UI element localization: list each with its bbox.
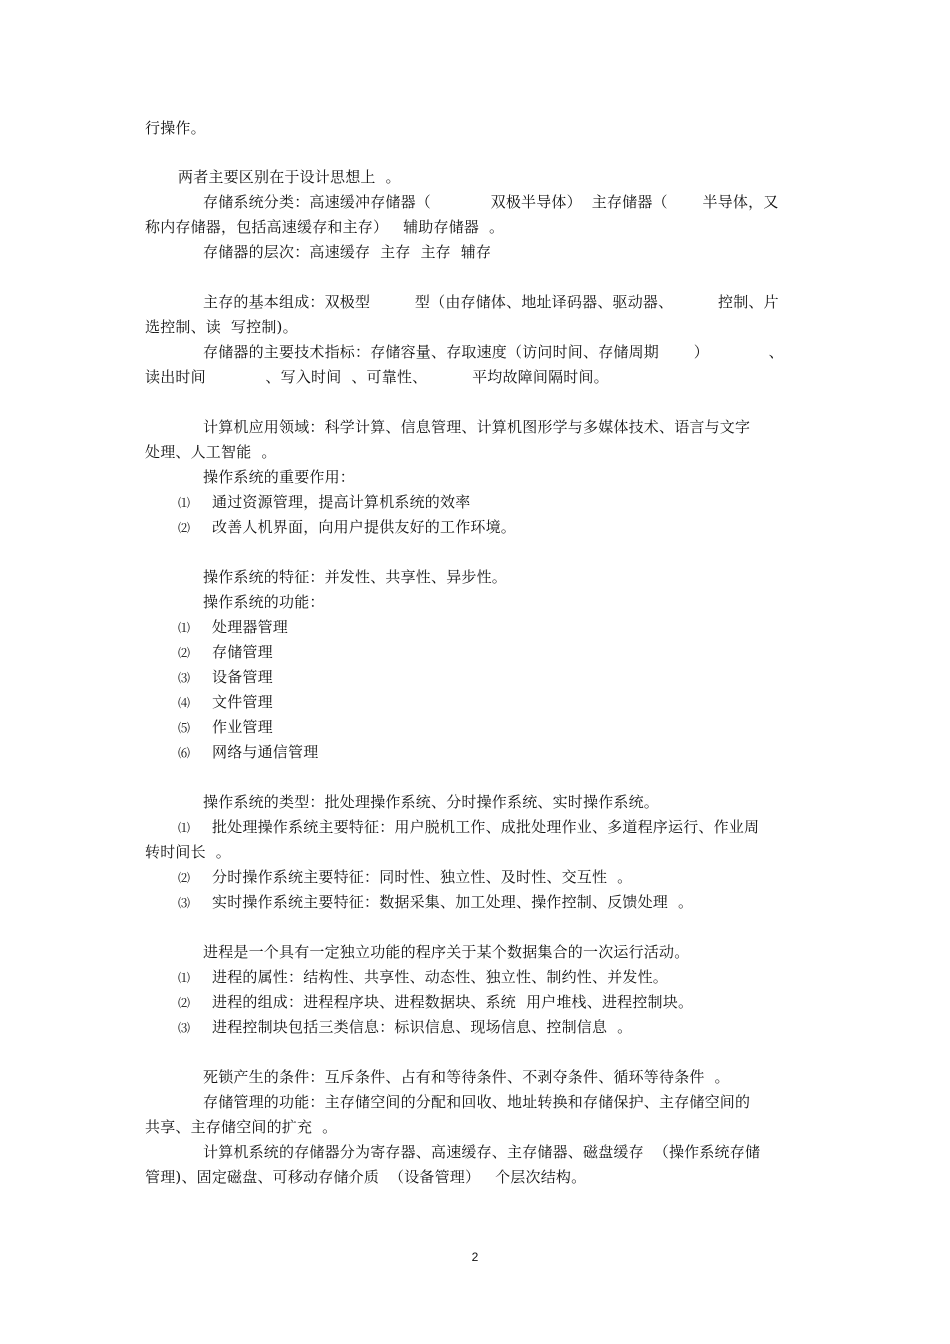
list-item (178, 617, 288, 638)
list-item (178, 492, 470, 513)
list-item-text: 网络与通信管理 (212, 743, 319, 761)
list-item-text: 存储管理 (212, 643, 273, 661)
text-line: 操作系统的重要作用： (203, 468, 356, 486)
list-item-text: 设备管理 (212, 668, 273, 686)
list-marker: ⑸ (178, 721, 191, 735)
list-marker: ⑴ (178, 821, 191, 835)
text-line: 转时间长 。 (145, 843, 231, 861)
list-item (178, 867, 632, 888)
list-item (178, 642, 273, 663)
text-line: 两者主要区别在于设计思想上 。 (178, 168, 401, 186)
text-line: 处理、人工智能 。 (145, 443, 277, 461)
list-marker: ⑴ (178, 496, 191, 510)
list-marker: ⑴ (178, 971, 191, 985)
list-item-text: 进程控制块包括三类信息：标识信息、现场信息、控制信息 。 (212, 1018, 633, 1036)
text-line: 操作系统的功能： (203, 593, 325, 611)
list-marker: ⑶ (178, 1021, 191, 1035)
text-line: 共享、主存储空间的扩充 。 (145, 1118, 338, 1136)
text-line: 操作系统的类型：批处理操作系统、分时操作系统、实时操作系统。 (203, 793, 660, 811)
list-item (178, 667, 273, 688)
list-item-text: 分时操作系统主要特征：同时性、独立性、及时性、交互性 。 (212, 868, 633, 886)
text-line: 称内存储器，包括高速缓存和主存） 辅助存储器 。 (145, 218, 505, 236)
list-item (178, 1017, 632, 1038)
list-item (178, 892, 693, 913)
list-item-text: 改善人机界面，向用户提供友好的工作环境。 (212, 518, 517, 536)
list-item-text: 进程的属性：结构性、共享性、动态性、独立性、制约性、并发性。 (212, 968, 669, 986)
list-item (178, 992, 693, 1013)
page-number: 2 (471, 1250, 479, 1264)
list-item (178, 517, 516, 538)
list-marker: ⑴ (178, 621, 191, 635)
list-item-text: 通过资源管理，提高计算机系统的效率 (212, 493, 471, 511)
text-line: 操作系统的特征：并发性、共享性、异步性。 (203, 568, 508, 586)
list-item-text: 处理器管理 (212, 618, 289, 636)
list-marker: ⑵ (178, 521, 191, 535)
text-line: 选控制、读 写控制)。 (145, 318, 298, 336)
text-line: 读出时间 、写入时间 、可靠性、 平均故障间隔时间。 (145, 368, 609, 386)
text-line: 进程是一个具有一定独立功能的程序关于某个数据集合的一次运行活动。 (203, 943, 690, 961)
list-item-text: 进程的组成：进程程序块、进程数据块、系统 用户堆栈、进程控制块。 (212, 993, 694, 1011)
text-line: 存储器的主要技术指标：存储容量、存取速度（访问时间、存储周期 ） 、 (203, 343, 784, 361)
list-item-text: 实时操作系统主要特征：数据采集、加工处理、操作控制、反馈处理 。 (212, 893, 694, 911)
text-line: 主存的基本组成：双极型 型（由存储体、地址译码器、驱动器、 控制、片 (203, 293, 779, 311)
text-line: 计算机系统的存储器分为寄存器、高速缓存、主存储器、磁盘缓存 （操作系统存储 (203, 1143, 761, 1161)
list-marker: ⑶ (178, 671, 191, 685)
text-line: 存储器的层次：高速缓存 主存 主存 辅存 (203, 243, 492, 261)
list-item-text: 作业管理 (212, 718, 273, 736)
text-line: 存储管理的功能：主存储空间的分配和回收、地址转换和存储保护、主存储空间的 (203, 1093, 751, 1111)
list-item (178, 692, 273, 713)
text-line: 管理)、固定磁盘、可移动存储介质 （设备管理） 个层次结构。 (145, 1168, 587, 1186)
list-item (178, 967, 668, 988)
list-item-text: 批处理操作系统主要特征：用户脱机工作、成批处理作业、多道程序运行、作业周 (212, 818, 760, 836)
list-marker: ⑹ (178, 746, 191, 760)
list-item-text: 文件管理 (212, 693, 273, 711)
text-line: 存储系统分类：高速缓冲存储器（ 双极半导体） 主存储器（ 半导体，又 (203, 193, 779, 211)
list-marker: ⑶ (178, 896, 191, 910)
list-item (178, 817, 759, 838)
list-marker: ⑵ (178, 996, 191, 1010)
list-marker: ⑵ (178, 871, 191, 885)
list-marker: ⑵ (178, 646, 191, 660)
text-line: 行操作。 (145, 119, 206, 137)
list-item (178, 742, 318, 763)
list-marker: ⑷ (178, 696, 191, 710)
list-item (178, 717, 273, 738)
text-line: 计算机应用领域：科学计算、信息管理、计算机图形学与多媒体技术、语言与文字 (203, 418, 751, 436)
text-line: 死锁产生的条件：互斥条件、占有和等待条件、不剥夺条件、循环等待条件 。 (203, 1068, 730, 1086)
